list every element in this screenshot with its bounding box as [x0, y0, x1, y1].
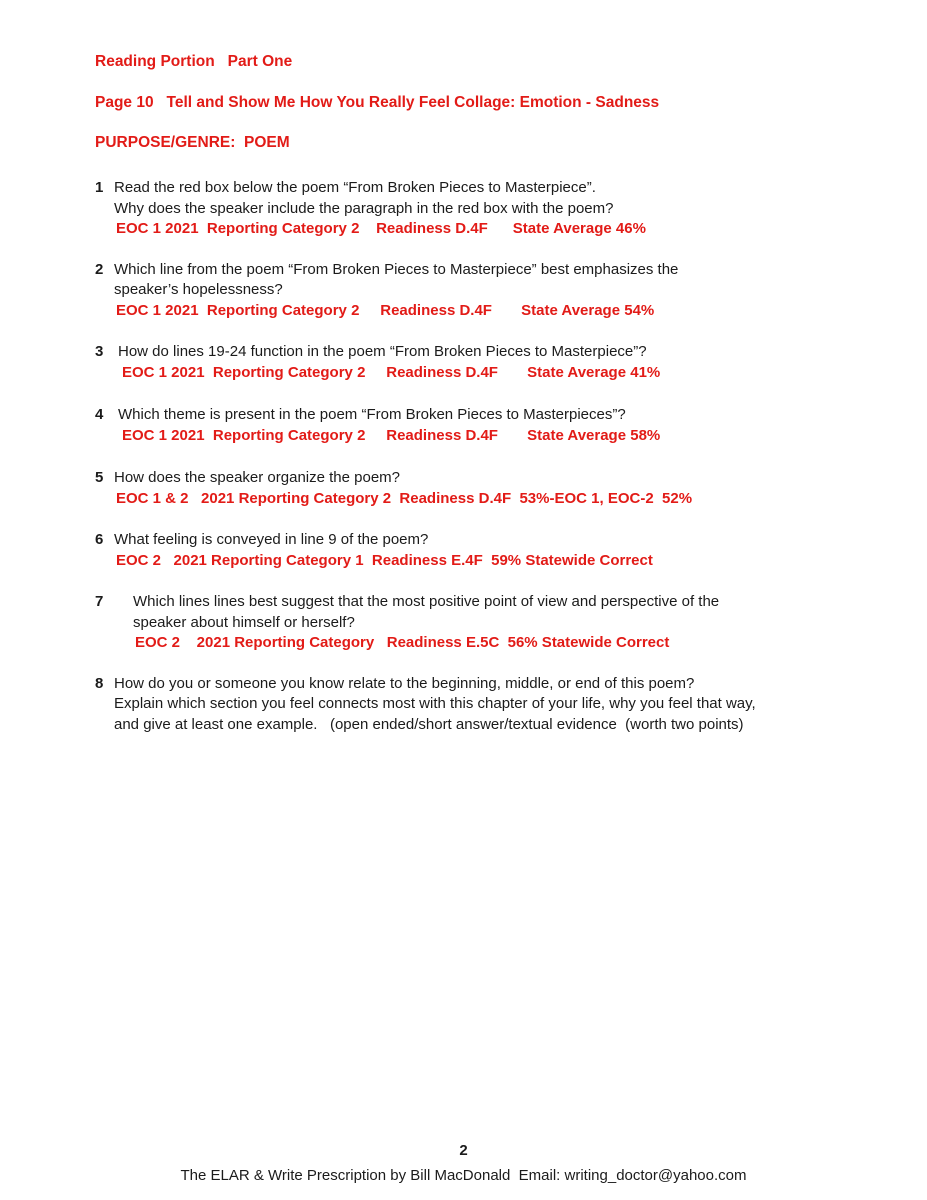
question-text-line: Which theme is present in the poem “From Broken Pieces to Masterpieces”?: [118, 406, 626, 423]
page-number: 2: [459, 1142, 468, 1159]
header-line-reading-portion: Reading Portion Part One: [95, 53, 293, 70]
question-text-line: Explain which section you feel connects most with this chapter of your life, why you feel that way,: [114, 695, 756, 712]
question-item: [95, 468, 895, 509]
question-body: [95, 592, 895, 654]
question-standards-meta: EOC 1 2021 Reporting Category 2 Readiness D.4F State Average 46%: [116, 220, 646, 237]
question-text-line: Which lines lines best suggest that the most positive point of view and perspective of the: [133, 593, 720, 610]
question-number: 5: [95, 469, 104, 486]
question-item: [95, 674, 895, 736]
question-text-line: Why does the speaker include the paragraph in the red box with the poem?: [114, 199, 614, 217]
question-item: [95, 260, 895, 322]
question-number: 8: [95, 674, 104, 692]
question-body: [95, 405, 895, 446]
question-standards-meta: EOC 1 2021 Reporting Category 2 Readiness D.4F State Average 41%: [122, 363, 661, 381]
question-text-line: Which line from the poem “From Broken Pieces to Masterpiece” best emphasizes the: [114, 260, 679, 278]
question-number: 4: [95, 406, 104, 423]
question-body: [95, 178, 895, 240]
question-number: 1: [95, 179, 104, 196]
question-item: [95, 530, 895, 571]
document-footer: [0, 1141, 927, 1186]
question-text-line: How do lines 19-24 function in the poem “From Broken Pieces to Masterpiece”?: [118, 343, 647, 360]
question-standards-meta: EOC 2 2021 Reporting Category Readiness E.5C 56% Statewide Correct: [135, 634, 670, 651]
question-text-line: How do you or someone you know relate to the beginning, middle, or end of this poem?: [114, 674, 695, 692]
question-list: [95, 178, 895, 752]
question-standards-meta: EOC 1 & 2 2021 Reporting Category 2 Readiness D.4F 53%-EOC 1, EOC-2 52%: [116, 489, 693, 507]
header-line-page-title: Page 10 Tell and Show Me How You Really Feel Collage: Emotion - Sadness: [95, 93, 660, 111]
footer-credit-line: The ELAR & Write Prescription by Bill MacDonald Email: writing_doctor@yahoo.com: [180, 1167, 747, 1184]
question-number: 3: [95, 343, 104, 360]
question-standards-meta: EOC 2 2021 Reporting Category 1 Readiness E.4F 59% Statewide Correct: [116, 551, 653, 569]
header-line-purpose-genre: PURPOSE/GENRE: POEM: [95, 134, 290, 151]
document-header: [95, 54, 855, 151]
question-item: [95, 405, 895, 446]
question-body: [95, 342, 895, 383]
question-body: [95, 674, 895, 736]
question-number: 7: [95, 593, 104, 610]
question-text-line: speaker about himself or herself?: [133, 613, 355, 631]
question-text-line: and give at least one example. (open ended/short answer/textual evidence (worth two points): [114, 715, 744, 733]
question-body: [95, 530, 895, 571]
question-text-line: speaker’s hopelessness?: [114, 281, 283, 298]
question-item: [95, 592, 895, 654]
question-standards-meta: EOC 1 2021 Reporting Category 2 Readiness D.4F State Average 58%: [122, 426, 661, 444]
question-body: [95, 260, 895, 322]
question-item: [95, 178, 895, 240]
question-text-line: Read the red box below the poem “From Broken Pieces to Masterpiece”.: [114, 179, 596, 196]
question-item: [95, 342, 895, 383]
question-number: 2: [95, 260, 104, 278]
question-standards-meta: EOC 1 2021 Reporting Category 2 Readiness D.4F State Average 54%: [116, 301, 655, 319]
question-text-line: What feeling is conveyed in line 9 of the poem?: [114, 531, 429, 548]
question-text-line: How does the speaker organize the poem?: [114, 469, 401, 486]
question-number: 6: [95, 531, 104, 548]
question-body: [95, 468, 895, 509]
